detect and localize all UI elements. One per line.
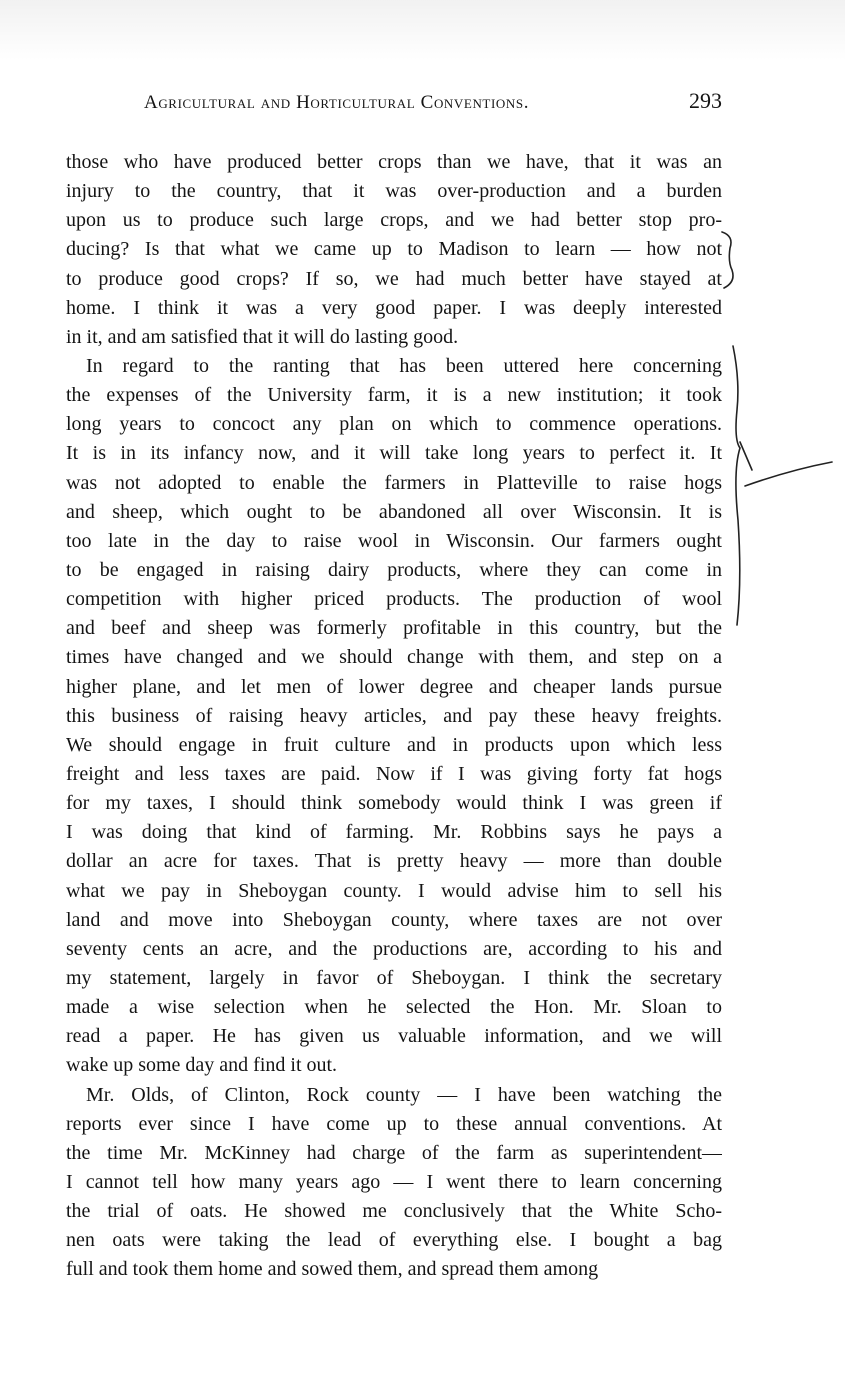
text-line: made a wise selection when he selected the Hon. Mr. Sloan to bbox=[66, 996, 722, 1019]
text-line: long years to concoct any plan on which to commence operations. bbox=[66, 413, 722, 436]
text-line: for my taxes, I should think somebody would think I was green if bbox=[66, 792, 722, 815]
text-line: reports ever since I have come up to these annual conventions. At bbox=[66, 1112, 722, 1135]
text-line: those who have produced better crops than we have, that it was an bbox=[66, 151, 722, 173]
text-line: in it, and am satisfied that it will do lasting good. bbox=[66, 325, 459, 348]
text-line: We should engage in fruit culture and in products upon which less bbox=[66, 733, 722, 756]
text-line: my statement, largely in favor of Sheboygan. I think the secretary bbox=[66, 966, 722, 989]
text-line: and beef and sheep was formerly profitable in this country, but the bbox=[66, 617, 722, 640]
pointer-line-mark bbox=[745, 462, 832, 486]
text-line: was not adopted to enable the farmers in Platteville to raise hogs bbox=[66, 471, 722, 494]
bracket-mark-middle bbox=[733, 346, 740, 625]
text-line: injury to the country, that it was over-production and a burden bbox=[66, 180, 722, 203]
text-line: read a paper. He has given us valuable information, and we will bbox=[66, 1025, 722, 1048]
text-line: to produce good crops? If so, we had much better have stayed at bbox=[66, 267, 722, 290]
text-line: land and move into Sheboygan county, where taxes are not over bbox=[66, 908, 722, 931]
text-line: seventy cents an acre, and the productions are, according to his and bbox=[66, 937, 722, 960]
text-line: home. I think it was a very good paper. I was deeply interested bbox=[66, 296, 722, 319]
tick-mark bbox=[740, 442, 752, 470]
text-line: the trial of oats. He showed me conclusively that the White Scho- bbox=[66, 1200, 722, 1223]
text-line: too late in the day to raise wool in Wisconsin. Our farmers ought bbox=[66, 529, 722, 552]
text-line: Mr. Olds, of Clinton, Rock county — I have been watching the bbox=[86, 1083, 722, 1106]
text-line: wake up some day and find it out. bbox=[66, 1054, 338, 1077]
running-head: Agricultural and Horticultural Conventions. bbox=[144, 92, 530, 113]
text-line: this business of raising heavy articles, and pay these heavy freights. bbox=[66, 704, 722, 727]
text-line: nen oats were taking the lead of everything else. I bought a bag bbox=[66, 1229, 722, 1252]
text-line: higher plane, and let men of lower degree and cheaper lands pursue bbox=[66, 675, 722, 698]
page-number: 293 bbox=[689, 88, 722, 113]
text-line: I cannot tell how many years ago — I went there to learn concerning bbox=[66, 1170, 722, 1193]
text-line: upon us to produce such large crops, and we had better stop pro- bbox=[66, 209, 722, 232]
text-line: competition with higher priced products. The production of wool bbox=[66, 588, 722, 611]
bracket-mark-upper bbox=[722, 232, 733, 288]
text-line: and sheep, which ought to be abandoned all over Wisconsin. It is bbox=[66, 500, 722, 523]
text-line: dollar an acre for taxes. That is pretty heavy — more than double bbox=[66, 850, 722, 873]
text-line: In regard to the ranting that has been uttered here concerning bbox=[86, 354, 722, 377]
text-line: It is in its infancy now, and it will take long years to perfect it. It bbox=[66, 442, 722, 465]
text-line: the time Mr. McKinney had charge of the farm as superintendent— bbox=[66, 1141, 722, 1164]
text-line: what we pay in Sheboygan county. I would advise him to sell his bbox=[66, 879, 722, 902]
text-line: freight and less taxes are paid. Now if I was giving forty fat hogs bbox=[66, 762, 722, 785]
text-line: ducing? Is that what we came up to Madison to learn — how not bbox=[66, 238, 722, 261]
text-line: the expenses of the University farm, it is a new institution; it took bbox=[66, 384, 722, 407]
text-line: times have changed and we should change with them, and step on a bbox=[66, 646, 722, 669]
text-line: full and took them home and sowed them, and spread them among bbox=[66, 1258, 599, 1281]
text-line: to be engaged in raising dairy products, where they can come in bbox=[66, 558, 722, 581]
text-line: I was doing that kind of farming. Mr. Robbins says he pays a bbox=[66, 821, 722, 844]
